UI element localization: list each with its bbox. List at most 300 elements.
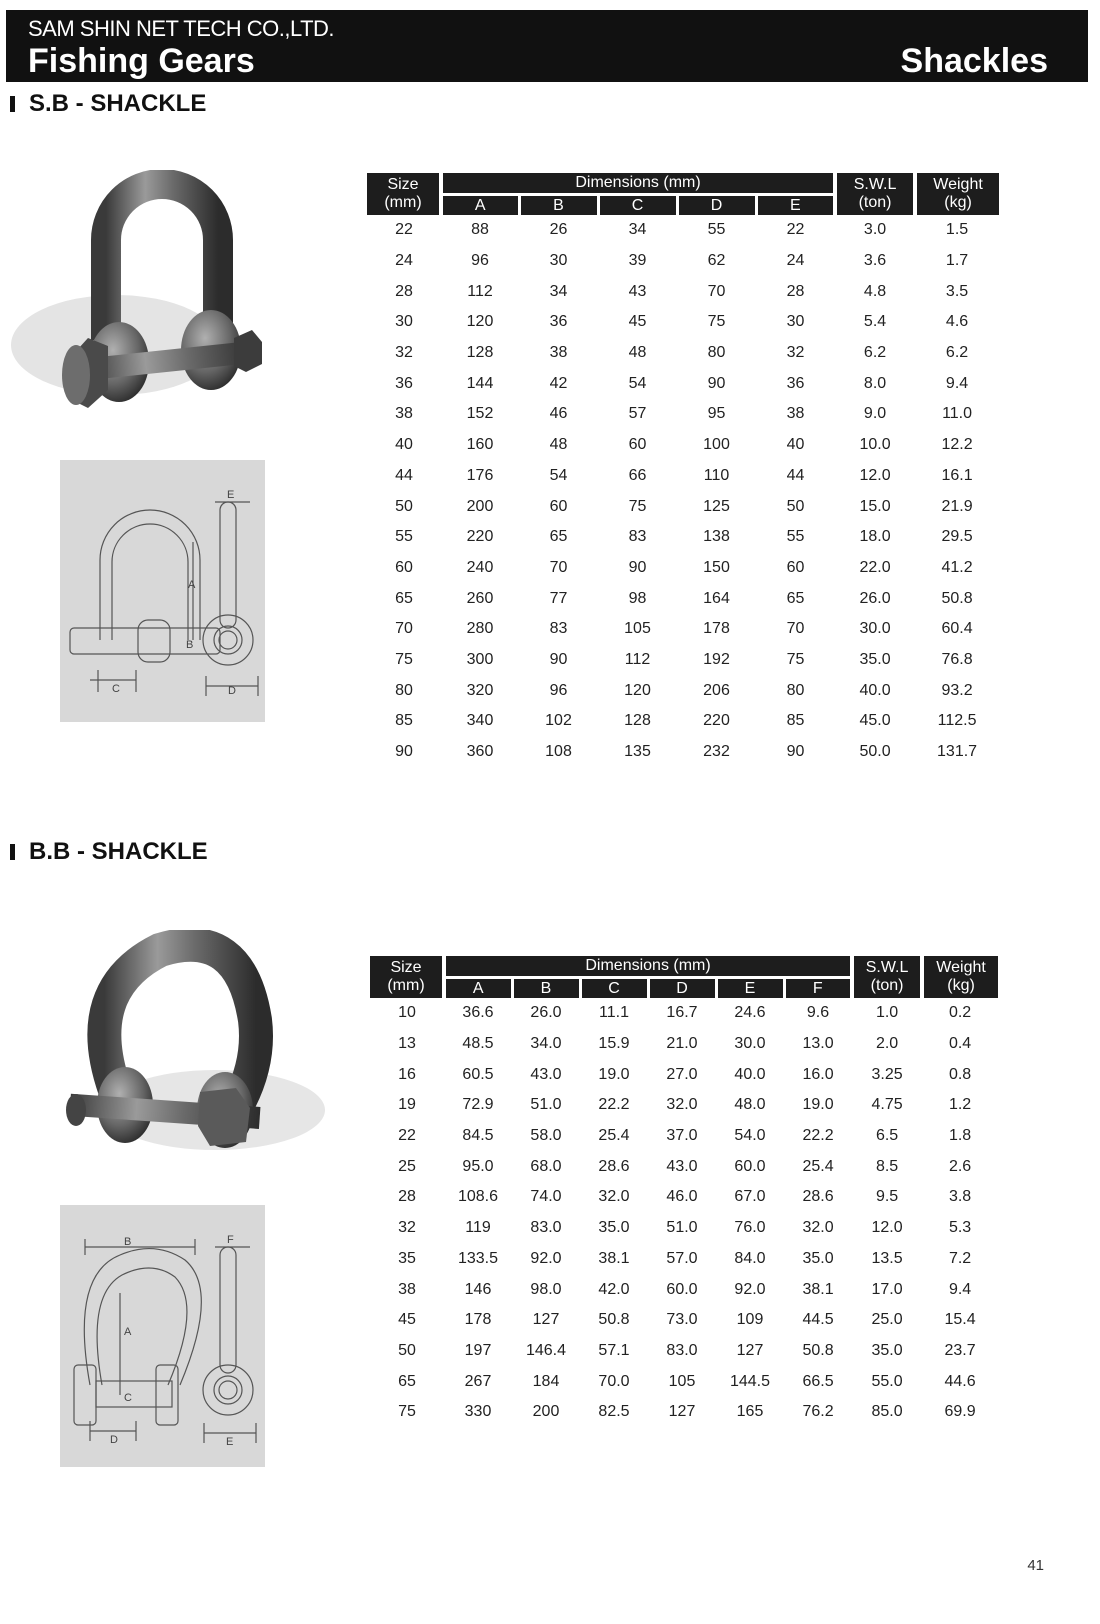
table-cell: 128 xyxy=(624,712,651,730)
table-cell: 108.6 xyxy=(457,1188,499,1206)
col-header-a: A xyxy=(444,978,512,999)
col-header-d: D xyxy=(677,195,756,216)
table-cell: 75 xyxy=(395,650,413,668)
table-cell: 75 xyxy=(628,497,647,515)
table-cell: 50 xyxy=(786,497,805,515)
table-cell: 105 xyxy=(624,620,651,638)
table-cell: 85 xyxy=(786,712,805,730)
table-cell: 109 xyxy=(736,1311,764,1329)
table-cell: 57.0 xyxy=(666,1249,698,1267)
table-cell: 30 xyxy=(786,313,805,331)
table-cell: 178 xyxy=(464,1311,492,1329)
table-cell: 165 xyxy=(736,1403,764,1421)
table-cell: 41.2 xyxy=(941,558,973,576)
table-cell: 28 xyxy=(786,282,805,300)
table-cell: 76.0 xyxy=(734,1219,766,1237)
table-cell: 176 xyxy=(466,466,494,484)
table-cell: 240 xyxy=(466,558,494,576)
table-cell: 22 xyxy=(786,221,805,239)
table-row xyxy=(367,614,999,645)
table-cell: 152 xyxy=(466,405,494,423)
table-cell: 27.0 xyxy=(666,1065,698,1083)
table-cell: 84.5 xyxy=(462,1127,494,1145)
page-header xyxy=(6,10,1088,82)
table-cell: 13.0 xyxy=(802,1035,834,1053)
table-cell: 0.2 xyxy=(948,1004,972,1022)
table-cell: 19.0 xyxy=(598,1065,630,1083)
table-cell: 75 xyxy=(786,650,805,668)
sb-label-c: C xyxy=(112,683,120,695)
table-row xyxy=(367,276,999,307)
table-cell: 24 xyxy=(395,252,413,270)
table-cell: 74.0 xyxy=(530,1188,562,1206)
table-cell: 36 xyxy=(549,313,568,331)
table-cell: 4.6 xyxy=(945,313,969,331)
table-cell: 25.4 xyxy=(598,1127,630,1145)
col-header-a: A xyxy=(441,195,519,216)
table-cell: 93.2 xyxy=(941,681,973,699)
table-cell: 54.0 xyxy=(734,1127,766,1145)
table-cell: 98 xyxy=(628,589,647,607)
table-cell: 178 xyxy=(703,620,730,638)
table-cell: 100 xyxy=(703,436,730,454)
table-cell: 28 xyxy=(398,1188,416,1206)
table-cell: 90 xyxy=(395,743,413,761)
table-cell: 26 xyxy=(549,221,568,239)
table-cell: 18.0 xyxy=(859,528,891,546)
sb-shackle-photo xyxy=(6,170,276,430)
table-cell: 70.0 xyxy=(598,1372,630,1390)
table-cell: 28.6 xyxy=(598,1157,630,1175)
table-cell: 25.0 xyxy=(871,1311,903,1329)
table-cell: 69.9 xyxy=(944,1403,976,1421)
table-cell: 72.9 xyxy=(462,1096,494,1114)
table-cell: 54 xyxy=(628,374,647,392)
table-cell: 70 xyxy=(395,620,413,638)
table-cell: 30.0 xyxy=(859,620,891,638)
table-cell: 60 xyxy=(786,558,805,576)
table-cell: 2.6 xyxy=(948,1157,972,1175)
table-cell: 197 xyxy=(464,1341,492,1359)
table-cell: 44 xyxy=(786,466,805,484)
table-row xyxy=(367,583,999,614)
table-cell: 65 xyxy=(786,589,805,607)
table-row xyxy=(367,491,999,522)
table-cell: 60 xyxy=(628,436,647,454)
table-row xyxy=(367,399,999,430)
table-cell: 12.0 xyxy=(871,1219,903,1237)
table-cell: 32 xyxy=(398,1219,416,1237)
size-header: Size (mm) xyxy=(367,173,441,215)
table-cell: 36 xyxy=(395,374,413,392)
table-cell: 105 xyxy=(668,1372,696,1390)
table-cell: 55 xyxy=(707,221,726,239)
table-cell: 30 xyxy=(549,252,568,270)
table-cell: 6.2 xyxy=(945,344,969,362)
table-row xyxy=(370,1121,998,1152)
table-cell: 90 xyxy=(628,558,647,576)
table-cell: 62 xyxy=(707,252,726,270)
bb-spec-table xyxy=(370,956,998,1428)
table-row xyxy=(370,1059,998,1090)
table-cell: 35.0 xyxy=(598,1219,630,1237)
weight-header: Weight (kg) xyxy=(915,173,999,215)
table-cell: 112 xyxy=(624,650,651,668)
table-cell: 80 xyxy=(707,344,726,362)
table-cell: 19.0 xyxy=(802,1096,834,1114)
table-cell: 36 xyxy=(786,374,805,392)
table-row xyxy=(367,246,999,277)
table-cell: 10 xyxy=(398,1004,416,1022)
table-cell: 26.0 xyxy=(859,589,891,607)
table-cell: 127 xyxy=(736,1341,764,1359)
table-cell: 35.0 xyxy=(802,1249,834,1267)
table-cell: 220 xyxy=(703,712,730,730)
table-cell: 9.4 xyxy=(945,374,969,392)
table-cell: 24.6 xyxy=(734,1004,766,1022)
table-cell: 9.6 xyxy=(806,1004,830,1022)
category-title: Shackles xyxy=(900,42,1048,80)
table-cell: 51.0 xyxy=(666,1219,698,1237)
table-cell: 90 xyxy=(786,743,805,761)
bb-dimension-diagram xyxy=(60,1205,265,1467)
table-cell: 40.0 xyxy=(734,1065,766,1083)
table-cell: 35.0 xyxy=(871,1341,903,1359)
table-cell: 50.8 xyxy=(941,589,973,607)
table-cell: 16.7 xyxy=(666,1004,698,1022)
table-cell: 66.5 xyxy=(802,1372,834,1390)
table-row xyxy=(367,307,999,338)
table-cell: 65 xyxy=(549,528,568,546)
table-cell: 3.8 xyxy=(948,1188,972,1206)
table-cell: 330 xyxy=(464,1403,492,1421)
table-cell: 60.0 xyxy=(666,1280,698,1298)
sb-table-body xyxy=(367,215,999,767)
table-cell: 65 xyxy=(395,589,413,607)
table-cell: 40 xyxy=(395,436,413,454)
table-cell: 21.9 xyxy=(941,497,973,515)
table-cell: 50.0 xyxy=(859,743,891,761)
col-header-b: B xyxy=(519,195,598,216)
table-cell: 32.0 xyxy=(802,1219,834,1237)
table-cell: 50.8 xyxy=(598,1311,630,1329)
swl-header: S.W.L (ton) xyxy=(852,956,922,998)
bb-label-d: D xyxy=(110,1434,118,1446)
table-cell: 340 xyxy=(466,712,494,730)
weight-header: Weight (kg) xyxy=(922,956,998,998)
bb-section-title xyxy=(10,838,208,866)
table-cell: 300 xyxy=(466,650,494,668)
table-cell: 83 xyxy=(628,528,647,546)
table-cell: 2.0 xyxy=(875,1035,899,1053)
table-cell: 58.0 xyxy=(530,1127,562,1145)
table-cell: 32.0 xyxy=(666,1096,698,1114)
table-cell: 131.7 xyxy=(937,743,978,761)
sb-spec-table xyxy=(367,173,999,767)
table-cell: 112 xyxy=(467,282,493,300)
table-cell: 184 xyxy=(532,1372,560,1390)
table-cell: 15.0 xyxy=(859,497,891,515)
col-header-d: D xyxy=(648,978,716,999)
table-cell: 22.0 xyxy=(859,558,891,576)
table-cell: 45.0 xyxy=(859,712,891,730)
col-header-e: E xyxy=(716,978,784,999)
table-cell: 127 xyxy=(668,1403,696,1421)
table-cell: 1.7 xyxy=(945,252,969,270)
table-cell: 70 xyxy=(707,282,726,300)
table-cell: 85.0 xyxy=(871,1403,903,1421)
table-cell: 1.2 xyxy=(948,1096,972,1114)
sb-label-d: D xyxy=(228,685,236,697)
sb-label-e: E xyxy=(227,489,235,501)
table-cell: 90 xyxy=(707,374,726,392)
table-cell: 10.0 xyxy=(859,436,891,454)
table-cell: 60.0 xyxy=(734,1157,766,1175)
table-cell: 26.0 xyxy=(530,1004,562,1022)
section-marker xyxy=(10,844,15,860)
bb-label-a: A xyxy=(124,1326,132,1338)
table-row xyxy=(370,1366,998,1397)
table-cell: 112.5 xyxy=(937,712,977,730)
table-cell: 12.2 xyxy=(941,436,973,454)
table-row xyxy=(370,1182,998,1213)
table-cell: 95.0 xyxy=(462,1157,494,1175)
table-cell: 3.25 xyxy=(871,1065,903,1083)
dimensions-header: Dimensions (mm) xyxy=(444,956,852,978)
sb-diagram-drawing xyxy=(60,460,265,722)
table-cell: 60.4 xyxy=(941,620,973,638)
table-cell: 11.0 xyxy=(942,405,973,423)
table-cell: 127 xyxy=(532,1311,560,1329)
table-cell: 44 xyxy=(395,466,413,484)
table-cell: 34 xyxy=(549,282,568,300)
table-cell: 280 xyxy=(466,620,494,638)
table-cell: 70 xyxy=(549,558,568,576)
bb-label-f: F xyxy=(227,1234,234,1246)
nut xyxy=(234,330,262,372)
table-cell: 4.8 xyxy=(863,282,887,300)
table-cell: 46 xyxy=(549,405,568,423)
table-cell: 267 xyxy=(464,1372,492,1390)
table-cell: 21.0 xyxy=(666,1035,698,1053)
bb-table-body xyxy=(370,998,998,1428)
size-header: Size (mm) xyxy=(370,956,444,998)
table-cell: 83.0 xyxy=(666,1341,698,1359)
dimensions-header: Dimensions (mm) xyxy=(441,173,835,195)
table-cell: 3.0 xyxy=(863,221,887,239)
col-header-f: F xyxy=(784,978,852,999)
table-cell: 57 xyxy=(628,405,647,423)
table-cell: 30 xyxy=(395,313,413,331)
table-cell: 6.2 xyxy=(863,344,887,362)
table-cell: 144.5 xyxy=(729,1372,771,1390)
col-header-b: B xyxy=(512,978,580,999)
table-cell: 44.6 xyxy=(944,1372,976,1390)
table-row xyxy=(367,215,999,246)
table-cell: 60 xyxy=(395,558,413,576)
table-row xyxy=(370,1336,998,1367)
table-cell: 82.5 xyxy=(598,1403,630,1421)
bb-diagram-drawing xyxy=(60,1205,265,1467)
table-cell: 11.1 xyxy=(599,1004,629,1022)
col-header-e: E xyxy=(756,195,835,216)
table-cell: 92.0 xyxy=(734,1280,766,1298)
table-cell: 7.2 xyxy=(948,1249,972,1267)
table-cell: 55 xyxy=(395,528,413,546)
table-cell: 75 xyxy=(707,313,726,331)
table-cell: 42.0 xyxy=(598,1280,630,1298)
table-cell: 1.8 xyxy=(948,1127,972,1145)
table-cell: 48.5 xyxy=(462,1035,494,1053)
table-cell: 83 xyxy=(549,620,568,638)
table-cell: 8.0 xyxy=(863,374,887,392)
table-cell: 48 xyxy=(549,436,568,454)
table-cell: 25 xyxy=(398,1157,416,1175)
section-marker xyxy=(10,96,15,112)
table-cell: 66 xyxy=(628,466,647,484)
table-cell: 260 xyxy=(466,589,494,607)
table-cell: 80 xyxy=(395,681,413,699)
table-cell: 50.8 xyxy=(802,1341,834,1359)
table-row xyxy=(367,368,999,399)
table-cell: 125 xyxy=(703,497,730,515)
bb-label-c: C xyxy=(124,1392,132,1404)
table-cell: 38.1 xyxy=(598,1249,630,1267)
table-row xyxy=(370,1213,998,1244)
table-cell: 50 xyxy=(398,1341,416,1359)
table-cell: 92.0 xyxy=(530,1249,562,1267)
table-cell: 77 xyxy=(549,589,568,607)
table-cell: 80 xyxy=(786,681,805,699)
table-cell: 110 xyxy=(703,466,730,484)
table-cell: 1.5 xyxy=(945,221,969,239)
table-cell: 70 xyxy=(786,620,805,638)
table-cell: 43.0 xyxy=(666,1157,698,1175)
table-cell: 133.5 xyxy=(457,1249,499,1267)
table-cell: 13.5 xyxy=(871,1249,903,1267)
table-cell: 135 xyxy=(624,743,651,761)
table-cell: 119 xyxy=(465,1219,491,1237)
table-row xyxy=(367,461,999,492)
table-cell: 76.2 xyxy=(802,1403,834,1421)
table-cell: 9.0 xyxy=(863,405,887,423)
table-cell: 54 xyxy=(549,466,568,484)
table-row xyxy=(370,1274,998,1305)
table-cell: 48.0 xyxy=(734,1096,766,1114)
bb-shackle-photo xyxy=(40,930,330,1180)
table-cell: 108 xyxy=(545,743,572,761)
table-cell: 16.1 xyxy=(941,466,973,484)
table-cell: 37.0 xyxy=(666,1127,698,1145)
table-cell: 67.0 xyxy=(734,1188,766,1206)
table-cell: 60 xyxy=(549,497,568,515)
table-cell: 57.1 xyxy=(598,1341,630,1359)
table-cell: 38 xyxy=(786,405,805,423)
pin-head-face xyxy=(62,345,90,405)
table-cell: 32 xyxy=(786,344,805,362)
table-cell: 32 xyxy=(395,344,413,362)
table-cell: 98.0 xyxy=(530,1280,562,1298)
table-cell: 102 xyxy=(545,712,572,730)
table-cell: 28.6 xyxy=(802,1188,834,1206)
table-cell: 38 xyxy=(395,405,413,423)
table-cell: 35 xyxy=(398,1249,416,1267)
table-cell: 25.4 xyxy=(802,1157,834,1175)
table-cell: 22 xyxy=(398,1127,416,1145)
table-row xyxy=(367,706,999,737)
table-cell: 85 xyxy=(395,712,413,730)
table-cell: 192 xyxy=(703,650,730,668)
table-cell: 40.0 xyxy=(859,681,891,699)
table-cell: 4.75 xyxy=(871,1096,903,1114)
table-row xyxy=(370,1244,998,1275)
table-cell: 6.5 xyxy=(875,1127,899,1145)
table-cell: 12.0 xyxy=(859,466,891,484)
sb-title-text: S.B - SHACKLE xyxy=(29,90,207,117)
table-cell: 128 xyxy=(466,344,494,362)
table-cell: 22.2 xyxy=(598,1096,630,1114)
table-cell: 76.8 xyxy=(941,650,973,668)
table-cell: 39 xyxy=(628,252,647,270)
table-cell: 120 xyxy=(624,681,651,699)
table-cell: 45 xyxy=(628,313,647,331)
col-header-c: C xyxy=(598,195,677,216)
table-cell: 83.0 xyxy=(530,1219,562,1237)
table-cell: 51.0 xyxy=(530,1096,562,1114)
table-cell: 150 xyxy=(703,558,730,576)
table-cell: 38.1 xyxy=(802,1280,834,1298)
sb-section-title xyxy=(10,90,206,118)
table-row xyxy=(367,737,999,768)
table-cell: 90 xyxy=(549,650,568,668)
table-cell: 96 xyxy=(471,252,489,270)
sb-label-b: B xyxy=(186,639,194,651)
table-cell: 88 xyxy=(471,221,489,239)
nut xyxy=(66,1094,86,1126)
table-cell: 320 xyxy=(466,681,494,699)
table-cell: 50 xyxy=(395,497,413,515)
table-cell: 5.3 xyxy=(948,1219,972,1237)
bb-label-e: E xyxy=(226,1436,234,1448)
table-cell: 34 xyxy=(628,221,647,239)
table-cell: 28 xyxy=(395,282,413,300)
table-cell: 43 xyxy=(628,282,647,300)
table-cell: 65 xyxy=(398,1372,416,1390)
table-cell: 9.4 xyxy=(948,1280,972,1298)
table-cell: 44.5 xyxy=(802,1311,834,1329)
table-cell: 15.4 xyxy=(944,1311,976,1329)
table-cell: 75 xyxy=(398,1403,416,1421)
table-cell: 55.0 xyxy=(871,1372,903,1390)
col-header-c: C xyxy=(580,978,648,999)
table-cell: 164 xyxy=(703,589,730,607)
company-name: SAM SHIN NET TECH CO.,LTD. xyxy=(28,16,335,41)
table-cell: 206 xyxy=(703,681,730,699)
table-cell: 8.5 xyxy=(875,1157,899,1175)
table-cell: 5.4 xyxy=(863,313,887,331)
table-cell: 16.0 xyxy=(802,1065,834,1083)
table-cell: 22 xyxy=(395,221,413,239)
table-row xyxy=(370,1305,998,1336)
table-cell: 46.0 xyxy=(666,1188,698,1206)
table-cell: 13 xyxy=(398,1035,416,1053)
table-cell: 24 xyxy=(786,252,805,270)
table-cell: 32.0 xyxy=(598,1188,630,1206)
table-cell: 146 xyxy=(464,1280,492,1298)
table-cell: 42 xyxy=(549,374,568,392)
sb-dimension-diagram xyxy=(60,460,265,722)
table-row xyxy=(367,675,999,706)
